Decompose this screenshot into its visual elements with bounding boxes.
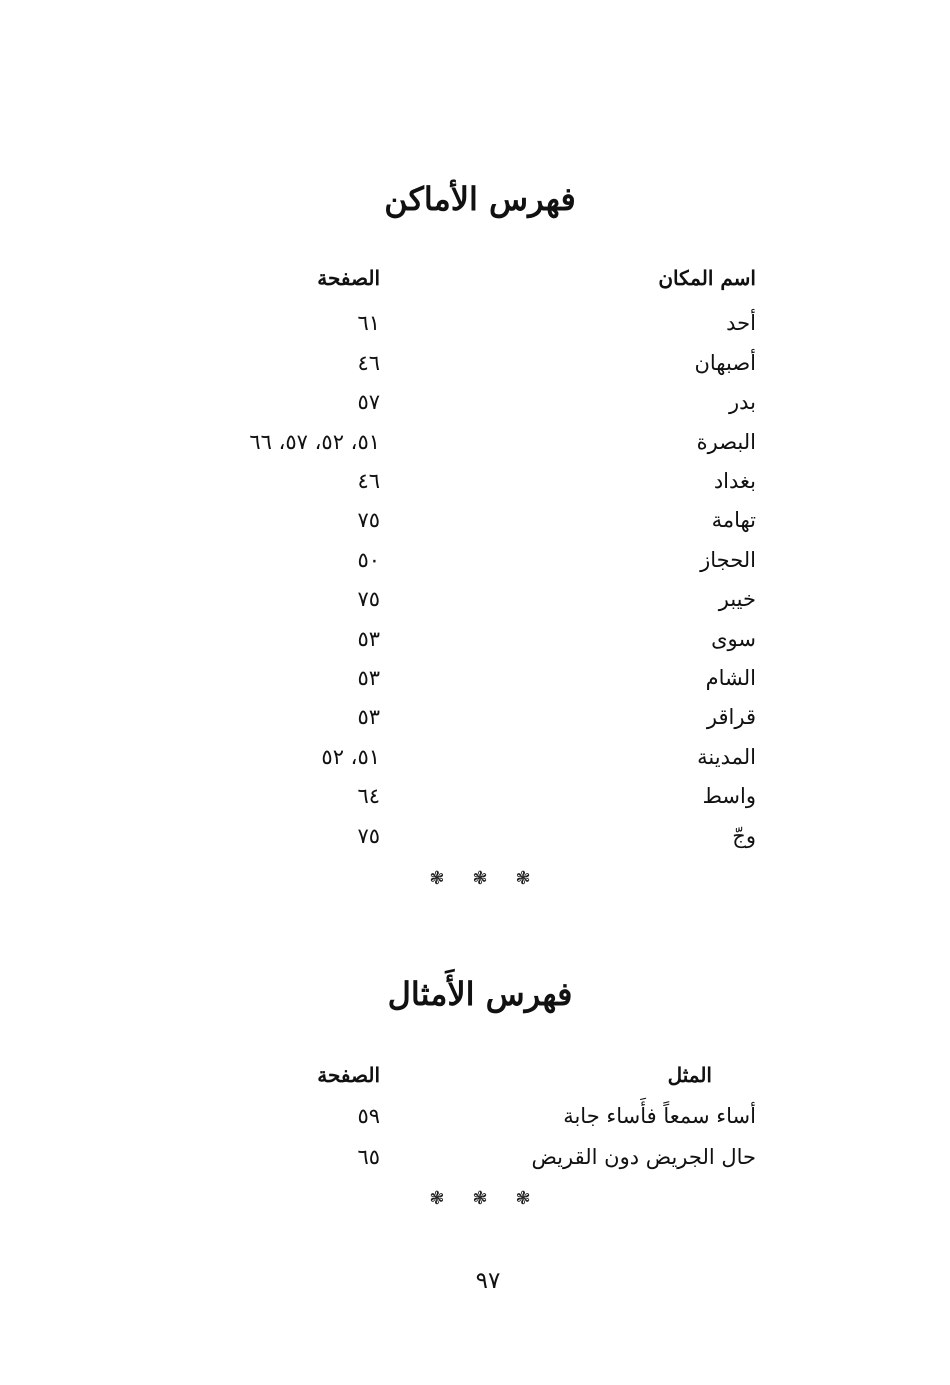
place-name: واسط xyxy=(702,784,756,808)
place-name: بدر xyxy=(728,390,756,414)
place-pages: ٤٦ xyxy=(357,469,380,493)
proverb-text: حال الجريض دون القريض xyxy=(531,1145,756,1169)
place-name: بغداد xyxy=(713,469,756,493)
section-divider-stars xyxy=(0,868,950,889)
place-name: أصبهان xyxy=(694,351,756,375)
place-name: سوى xyxy=(711,627,756,651)
star-ornament-icon: ❃ xyxy=(515,1188,531,1209)
place-pages: ٧٥ xyxy=(357,508,380,532)
place-name: الشام xyxy=(705,666,756,690)
section-divider-stars xyxy=(0,1188,950,1209)
place-pages: ٥٣ xyxy=(357,627,380,651)
proverb-text: أساء سمعاً فأَساء جابة xyxy=(563,1104,756,1128)
proverbs-index-title: فهرس الأَمثال xyxy=(387,975,573,1013)
place-pages: ٦٤ xyxy=(357,784,380,808)
place-name: خيبر xyxy=(718,587,756,611)
place-pages: ٥٠ xyxy=(357,548,380,572)
place-name: قراقر xyxy=(706,705,756,729)
place-name: تهامة xyxy=(711,508,756,532)
place-pages: ٤٦ xyxy=(357,351,380,375)
place-pages: ٦١ xyxy=(357,311,380,335)
places-index-title: فهرس الأماكن xyxy=(384,180,576,218)
place-pages: ٥١، ٥٢، ٥٧، ٦٦ xyxy=(249,430,380,454)
proverb-pages: ٦٥ xyxy=(357,1145,380,1169)
place-name: المدينة xyxy=(697,745,756,769)
place-name: وجّ xyxy=(732,824,756,848)
place-pages: ٥١، ٥٢ xyxy=(321,745,380,769)
page-column-header: الصفحة xyxy=(317,1063,380,1087)
place-pages: ٥٧ xyxy=(357,390,380,414)
proverb-column-header: المثل xyxy=(667,1063,712,1087)
place-pages: ٧٥ xyxy=(357,824,380,848)
place-pages: ٥٣ xyxy=(357,666,380,690)
star-ornament-icon: ❃ xyxy=(515,868,531,889)
place-name-column-header: اسم المكان xyxy=(658,266,756,290)
star-ornament-icon: ❃ xyxy=(429,868,445,889)
place-name: أحد xyxy=(726,311,756,335)
place-name: البصرة xyxy=(696,430,756,454)
star-ornament-icon: ❃ xyxy=(472,1188,488,1209)
proverb-pages: ٥٩ xyxy=(357,1104,380,1128)
place-pages: ٥٣ xyxy=(357,705,380,729)
place-pages: ٧٥ xyxy=(357,587,380,611)
star-ornament-icon: ❃ xyxy=(429,1188,445,1209)
star-ornament-icon: ❃ xyxy=(472,868,488,889)
page-column-header: الصفحة xyxy=(317,266,380,290)
place-name: الحجاز xyxy=(700,548,756,572)
page-number: ٩٧ xyxy=(475,1268,501,1294)
